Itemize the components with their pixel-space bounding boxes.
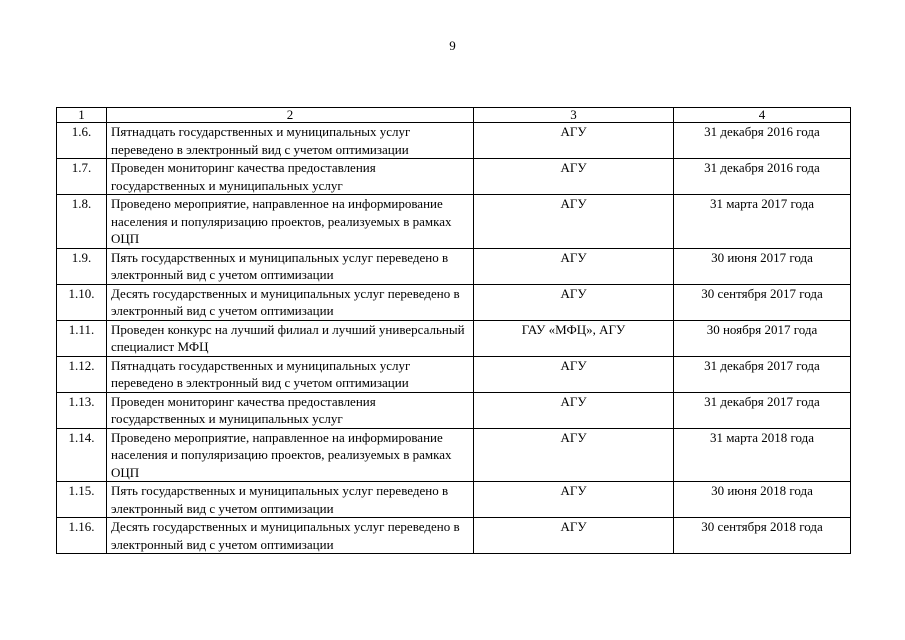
header-row bbox=[57, 108, 851, 123]
row-number: 1.7. bbox=[57, 159, 107, 195]
column-header-4: 4 bbox=[674, 108, 851, 123]
activity-text: Десять государственных и муниципальных услуг переведено в электронный вид с учетом оптимизации bbox=[107, 518, 474, 554]
page-number: 9 bbox=[449, 38, 456, 53]
row-number: 1.8. bbox=[57, 195, 107, 249]
executor: АГУ bbox=[474, 428, 674, 482]
activity-text: Проведен мониторинг качества предоставления государственных и муниципальных услуг bbox=[107, 159, 474, 195]
activity-text: Пятнадцать государственных и муниципальных услуг переведено в электронный вид с учетом оптимизации bbox=[107, 356, 474, 392]
table-row bbox=[57, 392, 851, 428]
row-number: 1.15. bbox=[57, 482, 107, 518]
row-number: 1.14. bbox=[57, 428, 107, 482]
deadline: 30 ноября 2017 года bbox=[674, 320, 851, 356]
table-row bbox=[57, 195, 851, 249]
row-number: 1.12. bbox=[57, 356, 107, 392]
row-number: 1.11. bbox=[57, 320, 107, 356]
deadline: 30 июня 2017 года bbox=[674, 248, 851, 284]
row-number: 1.9. bbox=[57, 248, 107, 284]
executor: АГУ bbox=[474, 518, 674, 554]
deadline: 31 декабря 2016 года bbox=[674, 159, 851, 195]
deadline: 31 декабря 2017 года bbox=[674, 356, 851, 392]
table-row bbox=[57, 320, 851, 356]
deadline: 31 марта 2018 года bbox=[674, 428, 851, 482]
executor: АГУ bbox=[474, 195, 674, 249]
plan-table bbox=[56, 107, 851, 554]
deadline: 30 сентября 2017 года bbox=[674, 284, 851, 320]
deadline: 31 марта 2017 года bbox=[674, 195, 851, 249]
executor: АГУ bbox=[474, 159, 674, 195]
executor: АГУ bbox=[474, 356, 674, 392]
executor: АГУ bbox=[474, 482, 674, 518]
column-header-1: 1 bbox=[57, 108, 107, 123]
table-row bbox=[57, 428, 851, 482]
table-row bbox=[57, 518, 851, 554]
deadline: 30 июня 2018 года bbox=[674, 482, 851, 518]
activity-text: Пятнадцать государственных и муниципальных услуг переведено в электронный вид с учетом оптимизации bbox=[107, 123, 474, 159]
executor: АГУ bbox=[474, 123, 674, 159]
table-row bbox=[57, 284, 851, 320]
row-number: 1.16. bbox=[57, 518, 107, 554]
table-row bbox=[57, 356, 851, 392]
executor: АГУ bbox=[474, 248, 674, 284]
table-row bbox=[57, 248, 851, 284]
table-row bbox=[57, 123, 851, 159]
activity-text: Проведено мероприятие, направленное на информирование населения и популяризацию проектов, реализуемых в рамках ОЦП bbox=[107, 195, 474, 249]
activity-text: Пять государственных и муниципальных услуг переведено в электронный вид с учетом оптимизации bbox=[107, 248, 474, 284]
activity-text: Проведено мероприятие, направленное на информирование населения и популяризацию проектов, реализуемых в рамках ОЦП bbox=[107, 428, 474, 482]
activity-text: Пять государственных и муниципальных услуг переведено в электронный вид с учетом оптимизации bbox=[107, 482, 474, 518]
column-header-3: 3 bbox=[474, 108, 674, 123]
deadline: 30 сентября 2018 года bbox=[674, 518, 851, 554]
activity-text: Проведен мониторинг качества предоставления государственных и муниципальных услуг bbox=[107, 392, 474, 428]
executor: АГУ bbox=[474, 392, 674, 428]
table-row bbox=[57, 482, 851, 518]
row-number: 1.10. bbox=[57, 284, 107, 320]
activity-text: Проведен конкурс на лучший филиал и лучший универсальный специалист МФЦ bbox=[107, 320, 474, 356]
row-number: 1.6. bbox=[57, 123, 107, 159]
activity-text: Десять государственных и муниципальных услуг переведено в электронный вид с учетом оптимизации bbox=[107, 284, 474, 320]
deadline: 31 декабря 2017 года bbox=[674, 392, 851, 428]
column-header-2: 2 bbox=[107, 108, 474, 123]
deadline: 31 декабря 2016 года bbox=[674, 123, 851, 159]
executor: АГУ bbox=[474, 284, 674, 320]
executor: ГАУ «МФЦ», АГУ bbox=[474, 320, 674, 356]
table-row bbox=[57, 159, 851, 195]
row-number: 1.13. bbox=[57, 392, 107, 428]
